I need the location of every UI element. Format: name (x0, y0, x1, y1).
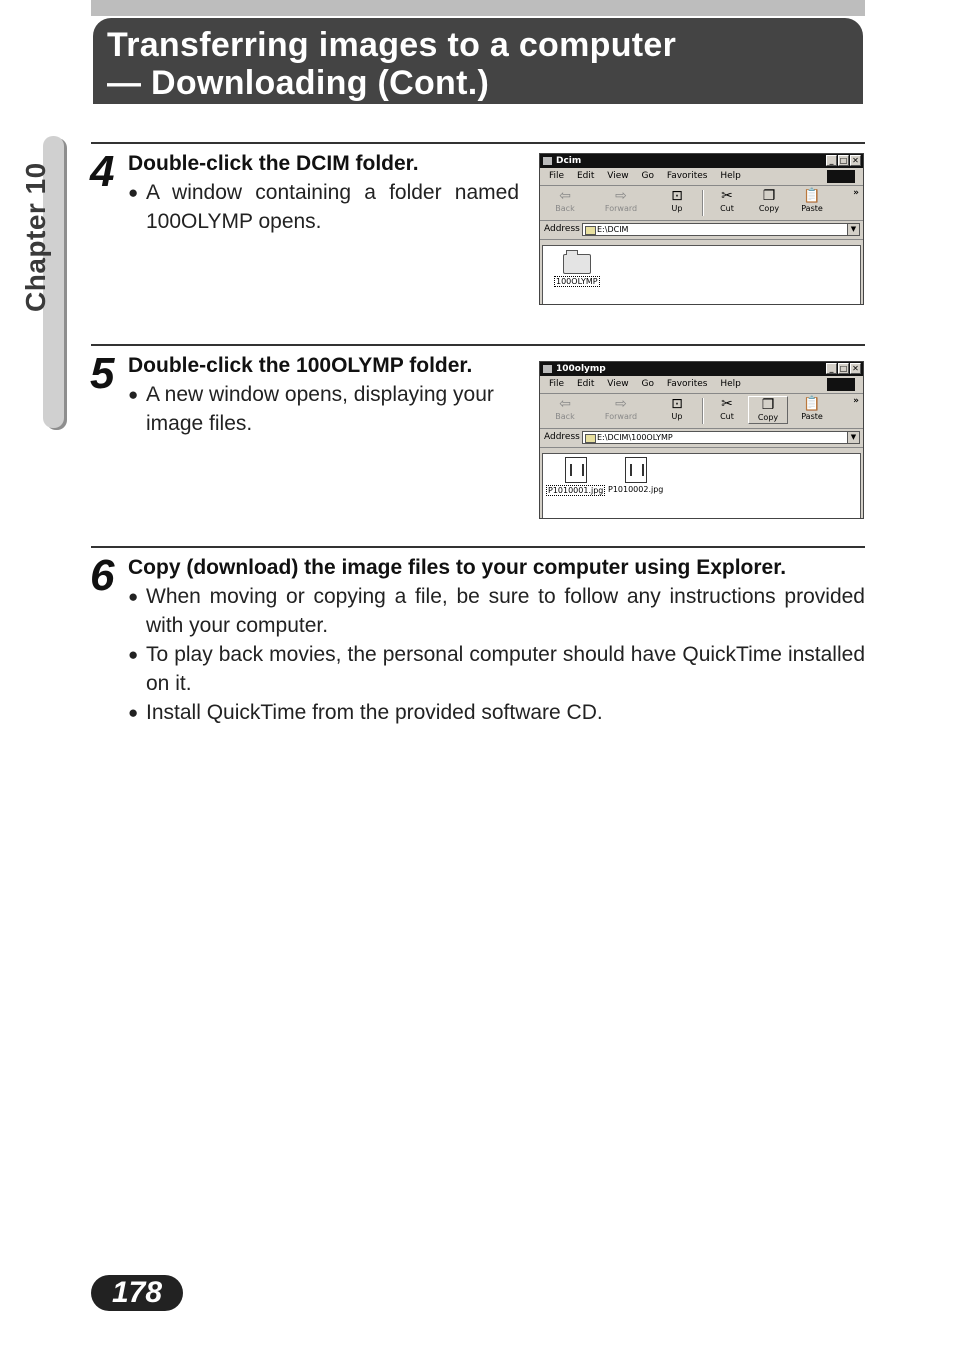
bullet-dot: ● (128, 385, 139, 404)
section-divider (91, 142, 865, 144)
explorer-window-dcim (539, 153, 864, 305)
address-bar (540, 429, 863, 448)
menu-favorites[interactable]: Favorites (666, 379, 708, 389)
jpeg-file-icon (625, 457, 647, 483)
up-button[interactable]: ⊡ Up (658, 396, 696, 422)
menu-help[interactable]: Help (720, 171, 741, 181)
forward-arrow-icon: ⇨ (615, 396, 627, 412)
dropdown-arrow-icon[interactable]: ▼ (847, 224, 859, 235)
address-input[interactable]: E:\DCIM ▼ (582, 223, 860, 236)
paste-icon: 📋 (803, 396, 821, 412)
paste-button[interactable]: 📋 Paste (793, 188, 831, 214)
menu-edit[interactable]: Edit (576, 171, 595, 181)
page-number: 178 (91, 1275, 183, 1311)
folder-icon (543, 365, 552, 373)
window-titlebar: Dcim _ □ ✕ (540, 154, 863, 168)
jpeg-file-icon (565, 457, 587, 483)
menu-bar (540, 376, 863, 394)
header-top-band (91, 0, 865, 16)
address-bar (540, 221, 863, 240)
image-file-item[interactable]: P1010001.jpg (546, 457, 605, 496)
copy-button[interactable]: ❐ Copy (748, 396, 788, 424)
bullet-dot: ● (128, 183, 139, 202)
chapter-label: Chapter 10 (20, 162, 51, 312)
folder-icon (585, 434, 596, 443)
back-button[interactable]: ⇦ Back (546, 188, 584, 214)
step-bullet: ● Install QuickTime from the provided software CD. (128, 698, 865, 727)
copy-icon: ❐ (762, 188, 776, 204)
address-input[interactable]: E:\DCIM\100OLYMP ▼ (582, 431, 860, 444)
windows-logo-icon (827, 378, 855, 391)
step-bullet: ● When moving or copying a file, be sure to follow any instructions provided with your computer. (128, 582, 865, 640)
folder-icon (543, 157, 552, 165)
minimize-button[interactable]: _ (826, 155, 837, 166)
step-number: 5 (90, 349, 115, 398)
close-button[interactable]: ✕ (850, 155, 861, 166)
menu-edit[interactable]: Edit (576, 379, 595, 389)
chevron-more-icon[interactable]: » (853, 396, 859, 406)
menu-go[interactable]: Go (641, 171, 654, 181)
menu-view[interactable]: View (607, 171, 629, 181)
step-bullet: ● To play back movies, the personal computer should have QuickTime installed on it. (128, 640, 865, 698)
step-bullet: ● A new window opens, displaying your image files. (128, 380, 519, 438)
cut-button[interactable]: ✂ Cut (708, 188, 746, 214)
section-divider (91, 546, 865, 548)
address-label: Address (544, 224, 580, 234)
bullet-dot: ● (128, 645, 139, 664)
toolbar (540, 394, 863, 429)
minimize-button[interactable]: _ (826, 363, 837, 374)
toolbar (540, 186, 863, 221)
scissors-icon: ✂ (721, 188, 733, 204)
chevron-more-icon[interactable]: » (853, 188, 859, 198)
menu-favorites[interactable]: Favorites (666, 171, 708, 181)
windows-logo-icon (827, 170, 855, 183)
toolbar-separator (702, 190, 704, 216)
folder-icon (585, 226, 596, 235)
up-button[interactable]: ⊡ Up (658, 188, 696, 214)
bullet-dot: ● (128, 587, 139, 606)
back-arrow-icon: ⇦ (559, 396, 571, 412)
step-number: 4 (90, 147, 115, 196)
copy-button[interactable]: ❐ Copy (750, 188, 788, 214)
up-folder-icon: ⊡ (671, 188, 683, 204)
step-title: Double-click the 100OLYMP folder. (128, 354, 473, 377)
menu-file[interactable]: File (549, 171, 565, 181)
step-title: Copy (download) the image files to your computer using Explorer. (128, 556, 787, 579)
maximize-button[interactable]: □ (839, 156, 848, 165)
dropdown-arrow-icon[interactable]: ▼ (847, 432, 859, 443)
close-button[interactable]: ✕ (850, 363, 861, 374)
forward-button[interactable]: ⇨ Forward (602, 188, 640, 214)
section-divider (91, 344, 865, 346)
menu-go[interactable]: Go (641, 379, 654, 389)
scissors-icon: ✂ (721, 396, 733, 412)
paste-button[interactable]: 📋 Paste (793, 396, 831, 422)
bullet-dot: ● (128, 703, 139, 722)
forward-arrow-icon: ⇨ (615, 188, 627, 204)
paste-icon: 📋 (803, 188, 821, 204)
menu-help[interactable]: Help (720, 379, 741, 389)
menu-view[interactable]: View (607, 379, 629, 389)
maximize-button[interactable]: □ (839, 364, 848, 373)
up-folder-icon: ⊡ (671, 396, 683, 412)
folder-item[interactable]: 100OLYMP (554, 254, 600, 287)
forward-button[interactable]: ⇨ Forward (602, 396, 640, 422)
step-title: Double-click the DCIM folder. (128, 152, 419, 175)
cut-button[interactable]: ✂ Cut (708, 396, 746, 422)
file-view (542, 453, 861, 518)
address-label: Address (544, 432, 580, 442)
explorer-window-100olymp (539, 361, 864, 519)
folder-icon (563, 254, 591, 274)
copy-icon: ❐ (761, 397, 775, 413)
page-title: Transferring images to a computer — Downloading (Cont.) (107, 26, 677, 102)
back-arrow-icon: ⇦ (559, 188, 571, 204)
page-header (91, 16, 865, 104)
step-number: 6 (90, 551, 115, 600)
back-button[interactable]: ⇦ Back (546, 396, 584, 422)
toolbar-separator (702, 398, 704, 424)
image-file-item[interactable]: P1010002.jpg (607, 457, 664, 494)
window-titlebar: 100olymp _ □ ✕ (540, 362, 863, 376)
menu-bar (540, 168, 863, 186)
file-view (542, 245, 861, 304)
menu-file[interactable]: File (549, 379, 565, 389)
step-bullet: ● A window containing a folder named 100OLYMP opens. (128, 178, 519, 236)
